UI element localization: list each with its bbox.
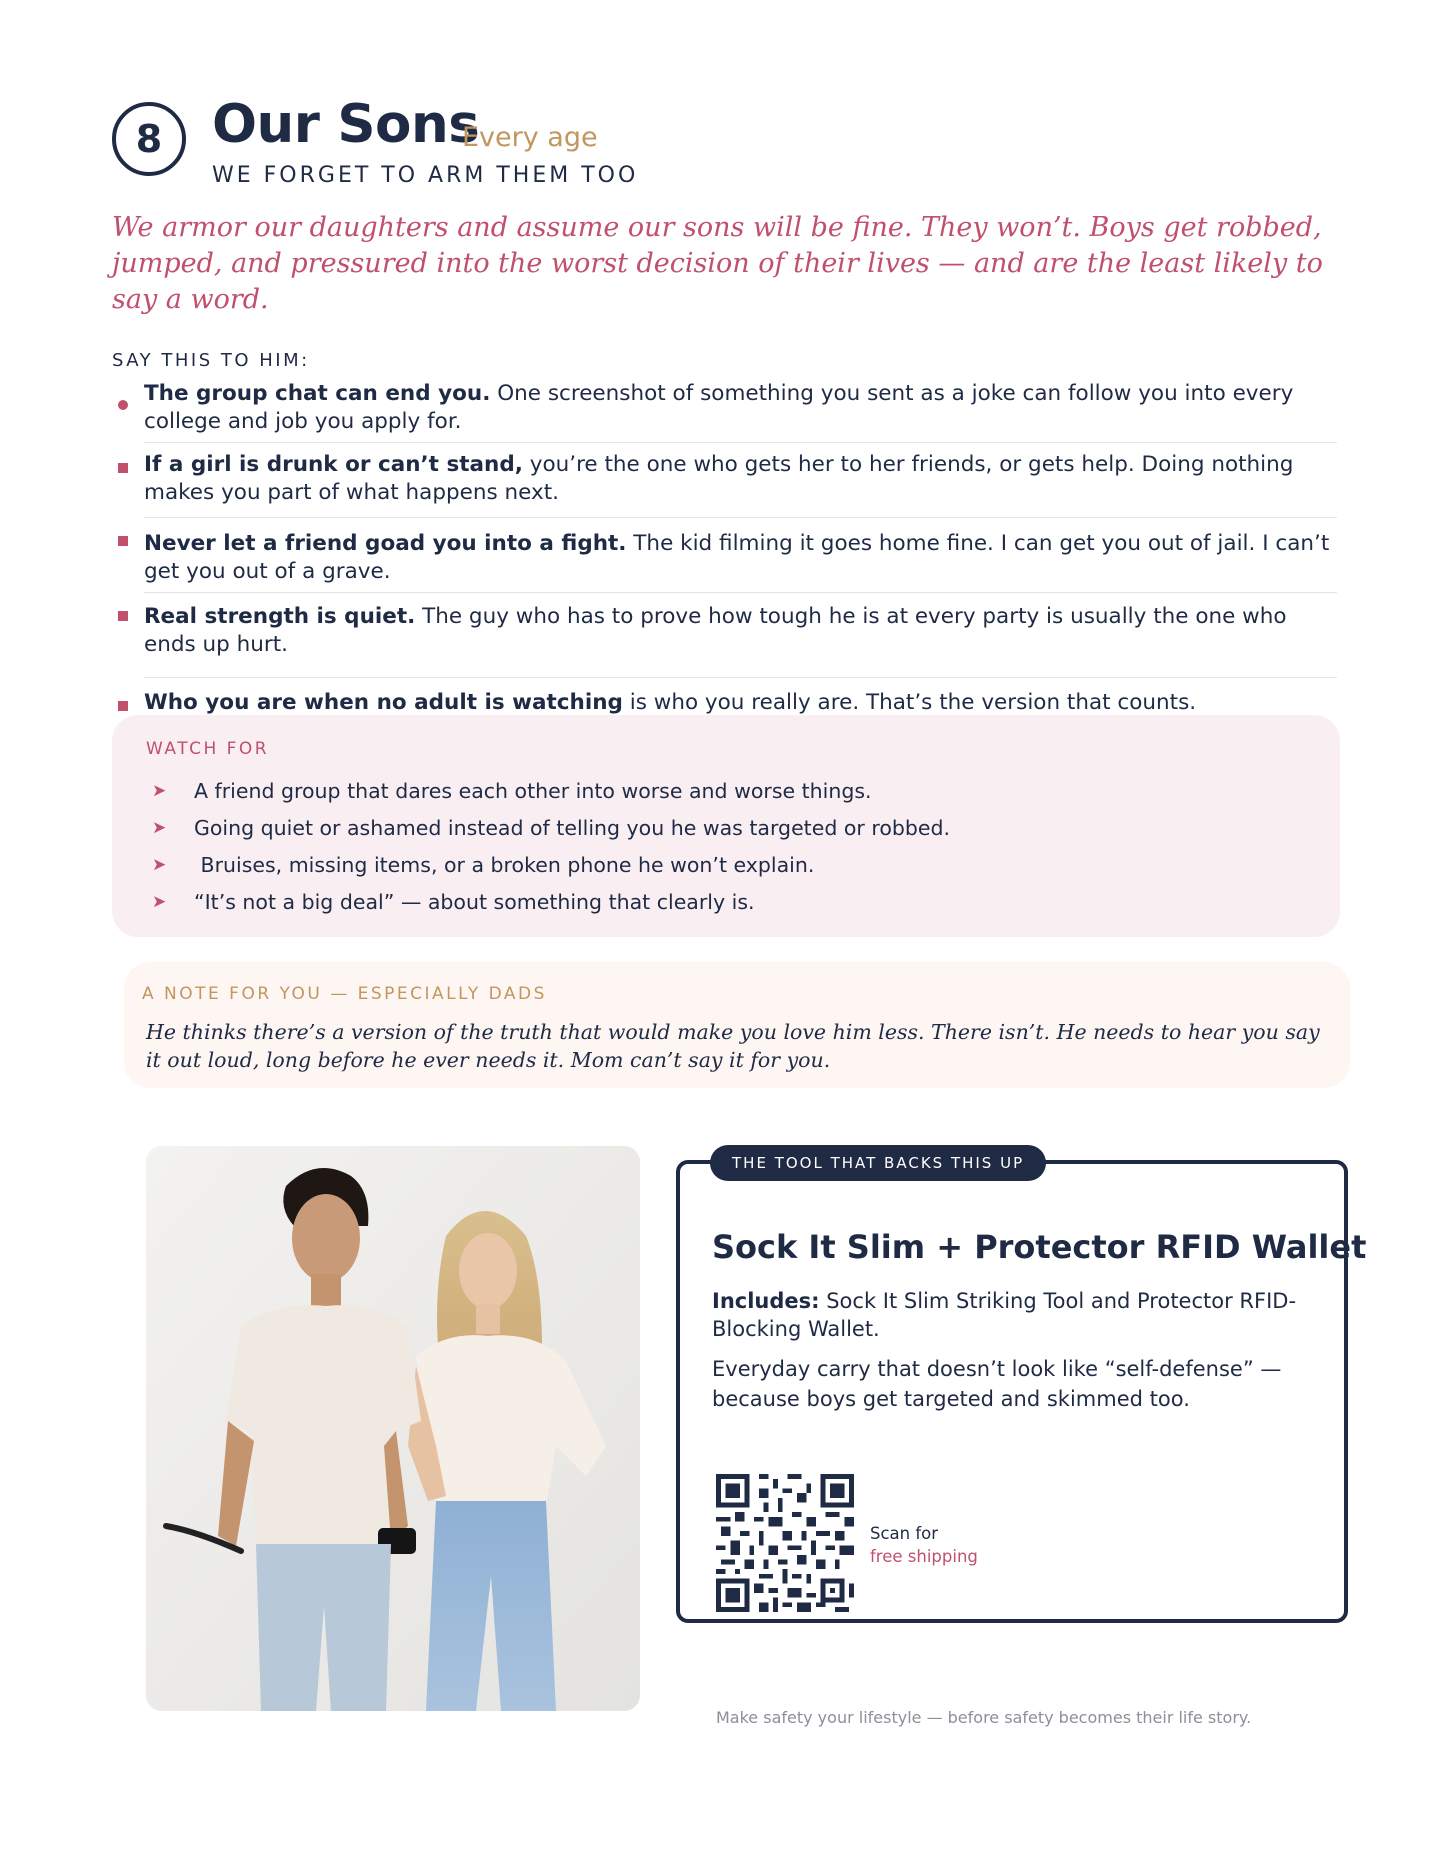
arrow-bullet-icon: ➤ bbox=[152, 892, 167, 912]
divider bbox=[144, 677, 1337, 678]
watch-item-text: “It’s not a big deal” — about something that clearly is. bbox=[194, 890, 755, 914]
watch-for-label: WATCH FOR bbox=[146, 739, 270, 759]
scan-line-1: Scan for bbox=[870, 1524, 939, 1543]
product-description: Everyday carry that doesn’t look like “self-defense” — because boys get targeted and skimmed too. bbox=[712, 1357, 1282, 1411]
age-tag: Every age bbox=[462, 122, 598, 153]
say-item-text: One screenshot of something you sent as a joke can follow you into every college and job you apply for. bbox=[144, 381, 1294, 434]
watch-item-text: A friend group that dares each other into worse and worse things. bbox=[194, 779, 872, 803]
people-photo-illustration bbox=[146, 1146, 640, 1711]
qr-code-icon[interactable] bbox=[716, 1474, 854, 1612]
square-bullet-icon bbox=[118, 611, 128, 621]
say-item-text: The guy who has to prove how tough he is at every party is usually the one who ends up hurt. bbox=[144, 604, 1287, 657]
say-item-text: The kid filming it goes home fine. I can get you out of jail. I can’t get you out of a grave. bbox=[144, 531, 1330, 584]
circle-bullet-icon bbox=[118, 400, 128, 410]
arrow-bullet-icon: ➤ bbox=[152, 855, 167, 875]
page-title: Our Sons bbox=[212, 94, 480, 155]
say-item-bold: The group chat can end you. bbox=[144, 381, 491, 406]
say-item bbox=[112, 530, 1337, 592]
footer-tagline: Make safety your lifestyle — before safety becomes their life story. bbox=[716, 1708, 1252, 1727]
watch-item bbox=[152, 884, 950, 921]
say-item-bold: Real strength is quiet. bbox=[144, 604, 416, 629]
watch-item bbox=[152, 810, 950, 847]
product-photo bbox=[146, 1146, 640, 1711]
square-bullet-icon bbox=[118, 536, 128, 546]
square-bullet-icon bbox=[118, 701, 128, 711]
watch-item-text: Going quiet or ashamed instead of telling you he was targeted or robbed. bbox=[194, 816, 951, 840]
say-item bbox=[112, 451, 1337, 517]
arrow-bullet-icon: ➤ bbox=[152, 818, 167, 838]
say-item bbox=[112, 380, 1337, 442]
product-includes bbox=[712, 1287, 1312, 1343]
watch-item-text: Bruises, missing items, or a broken phone he won’t explain. bbox=[194, 853, 815, 877]
say-item-text: is who you really are. That’s the version that counts. bbox=[622, 690, 1197, 715]
section-number-badge bbox=[112, 102, 186, 176]
intro-paragraph: We armor our daughters and assume our sons will be fine. They won’t. Boys get robbed, jumped, and pressured into the worst decision of their lives — and are the least likely to say a word. bbox=[112, 212, 1323, 315]
dads-note-text: He thinks there’s a version of the truth that would make you love him less. There isn’t. He needs to hear you say it out loud, long before he ever needs it. Mom can’t say it for you. bbox=[146, 1020, 1320, 1072]
divider bbox=[144, 517, 1337, 518]
dads-note-label: A NOTE FOR YOU — ESPECIALLY DADS bbox=[142, 984, 547, 1004]
divider bbox=[144, 592, 1337, 593]
product-title: Sock It Slim + Protector RFID Wallet bbox=[712, 1228, 1367, 1266]
includes-text: Sock It Slim Striking Tool and Protector RFID-Blocking Wallet. bbox=[712, 1289, 1297, 1341]
arrow-bullet-icon: ➤ bbox=[152, 781, 167, 801]
say-item-bold: If a girl is drunk or can’t stand, bbox=[144, 452, 523, 477]
product-card bbox=[676, 1154, 1367, 1623]
watch-for-panel bbox=[112, 715, 1340, 937]
product-card-tab: THE TOOL THAT BACKS THIS UP bbox=[710, 1145, 1046, 1181]
say-item-bold: Who you are when no adult is watching bbox=[144, 690, 623, 715]
divider bbox=[144, 442, 1337, 443]
includes-label: Includes: bbox=[712, 1289, 820, 1313]
page-subtitle: WE FORGET TO ARM THEM TOO bbox=[212, 163, 639, 188]
scan-line-2[interactable]: free shipping bbox=[870, 1547, 978, 1566]
watch-for-list bbox=[152, 773, 950, 921]
square-bullet-icon bbox=[118, 463, 128, 473]
say-item bbox=[112, 603, 1337, 677]
scan-caption bbox=[870, 1522, 978, 1568]
watch-item bbox=[152, 773, 950, 810]
watch-item bbox=[152, 847, 950, 884]
say-item-text: you’re the one who gets her to her friends, or gets help. Doing nothing makes you part of what happens next. bbox=[144, 452, 1294, 505]
dads-note-panel bbox=[124, 962, 1350, 1088]
say-this-label: SAY THIS TO HIM: bbox=[112, 350, 310, 371]
say-this-list bbox=[112, 380, 1337, 717]
say-item-bold: Never let a friend goad you into a fight. bbox=[144, 531, 627, 556]
section-number: 8 bbox=[135, 117, 163, 161]
say-item bbox=[112, 689, 1337, 717]
